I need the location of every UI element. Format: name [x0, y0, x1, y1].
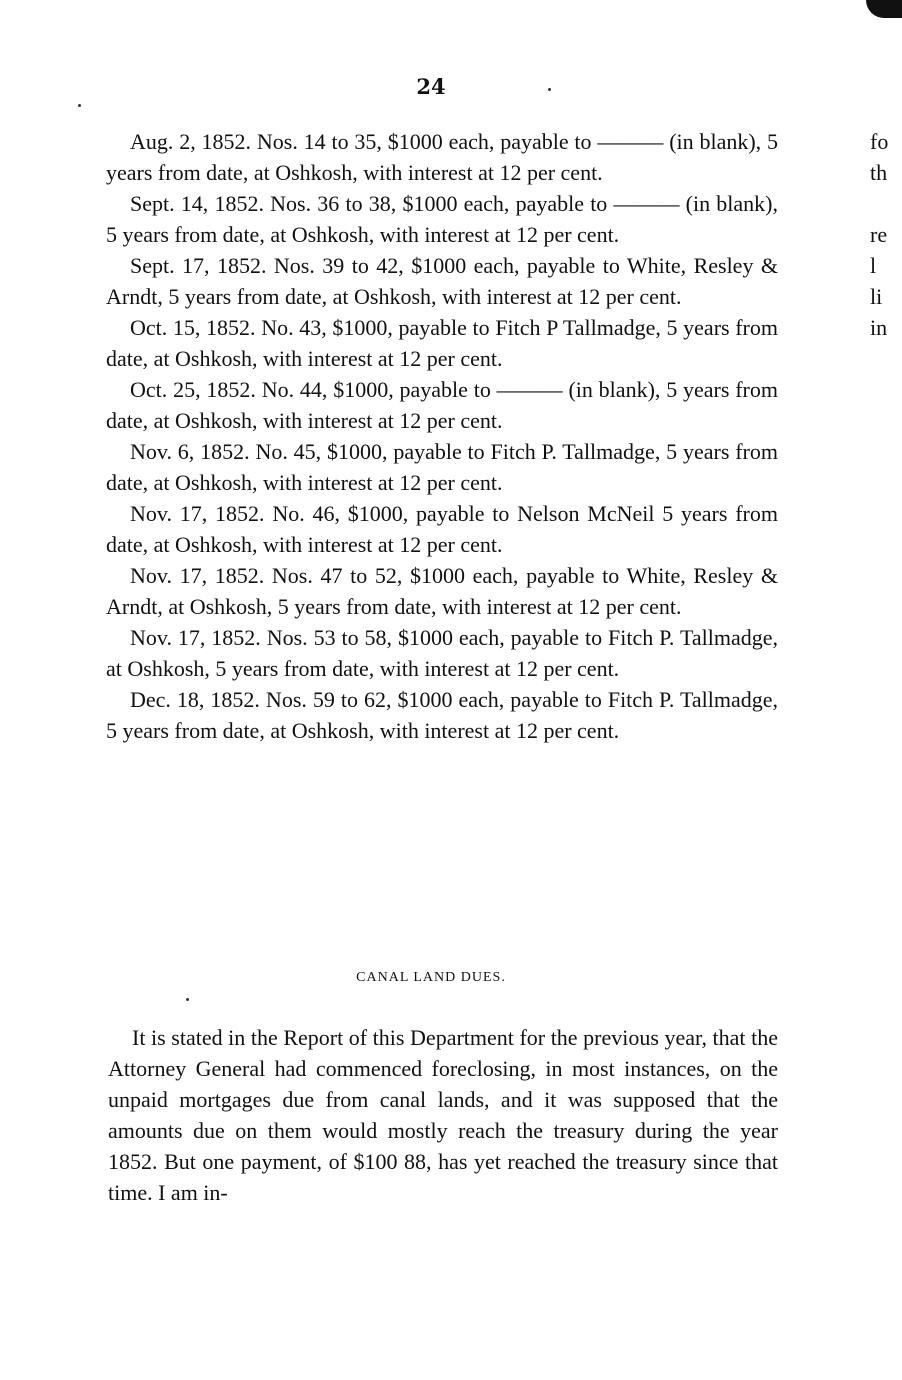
- bond-entries-list: [106, 126, 778, 746]
- margin-fragment: l: [870, 253, 877, 278]
- scan-speck: [78, 104, 81, 107]
- bond-entry: Nov. 17, 1852. Nos. 47 to 52, $1000 each, payable to White, Resley & Arndt, at Oshkosh, 5 years from date, with interest at 12 per cent.: [106, 563, 778, 619]
- scan-corner-mark: [866, 0, 902, 18]
- bond-entry: Sept. 17, 1852. Nos. 39 to 42, $1000 each, payable to White, Resley & Arndt, 5 years from date, at Oshkosh, with interest at 12 per cent.: [106, 253, 778, 309]
- margin-fragment: th: [870, 160, 888, 185]
- bond-entry: Sept. 14, 1852. Nos. 36 to 38, $1000 each, payable to ——— (in blank), 5 years from date, at Oshkosh, with interest at 12 per cent.: [106, 191, 778, 247]
- margin-fragment: re: [870, 222, 888, 247]
- section-heading: CANAL LAND DUES.: [356, 970, 506, 985]
- facing-page-margin: [870, 126, 902, 343]
- bond-entry: Oct. 25, 1852. No. 44, $1000, payable to ——— (in blank), 5 years from date, at Oshkosh, with interest at 12 per cent.: [106, 377, 778, 433]
- bond-entry: Dec. 18, 1852. Nos. 59 to 62, $1000 each, payable to Fitch P. Tallmadge, 5 years from date, at Oshkosh, with interest at 12 per cent.: [106, 687, 778, 743]
- bond-entry: Oct. 15, 1852. No. 43, $1000, payable to Fitch P Tallmadge, 5 years from date, at Oshkosh, with interest at 12 per cent.: [106, 315, 778, 371]
- section-paragraph: It is stated in the Report of this Department for the previous year, that the Attorney General had commenced foreclosing, in most instances, on the unpaid mortgages due from canal lands, and it was supposed that the amounts due on them would mostly reach the treasury during the year 1852. But one payment, of $100 88, has yet reached the treasury since that time. I am in-: [108, 1025, 778, 1205]
- margin-fragment: in: [870, 315, 888, 340]
- bond-entry: Nov. 17, 1852. Nos. 53 to 58, $1000 each, payable to Fitch P. Tallmadge, at Oshkosh, 5 years from date, with interest at 12 per cent.: [106, 625, 778, 681]
- margin-fragment: fo: [870, 129, 889, 154]
- bond-entry: Aug. 2, 1852. Nos. 14 to 35, $1000 each, payable to ——— (in blank), 5 years from date, at Oshkosh, with interest at 12 per cent.: [106, 129, 778, 185]
- bond-entry: Nov. 17, 1852. No. 46, $1000, payable to Nelson McNeil 5 years from date, at Oshkosh, with interest at 12 per cent.: [106, 501, 778, 557]
- margin-fragment: [870, 188, 902, 219]
- page-number: 24: [416, 74, 446, 99]
- bond-entry: Nov. 6, 1852. No. 45, $1000, payable to Fitch P. Tallmadge, 5 years from date, at Oshkosh, with interest at 12 per cent.: [106, 439, 778, 495]
- scan-speck: [186, 998, 189, 1001]
- margin-fragment: li: [870, 284, 883, 309]
